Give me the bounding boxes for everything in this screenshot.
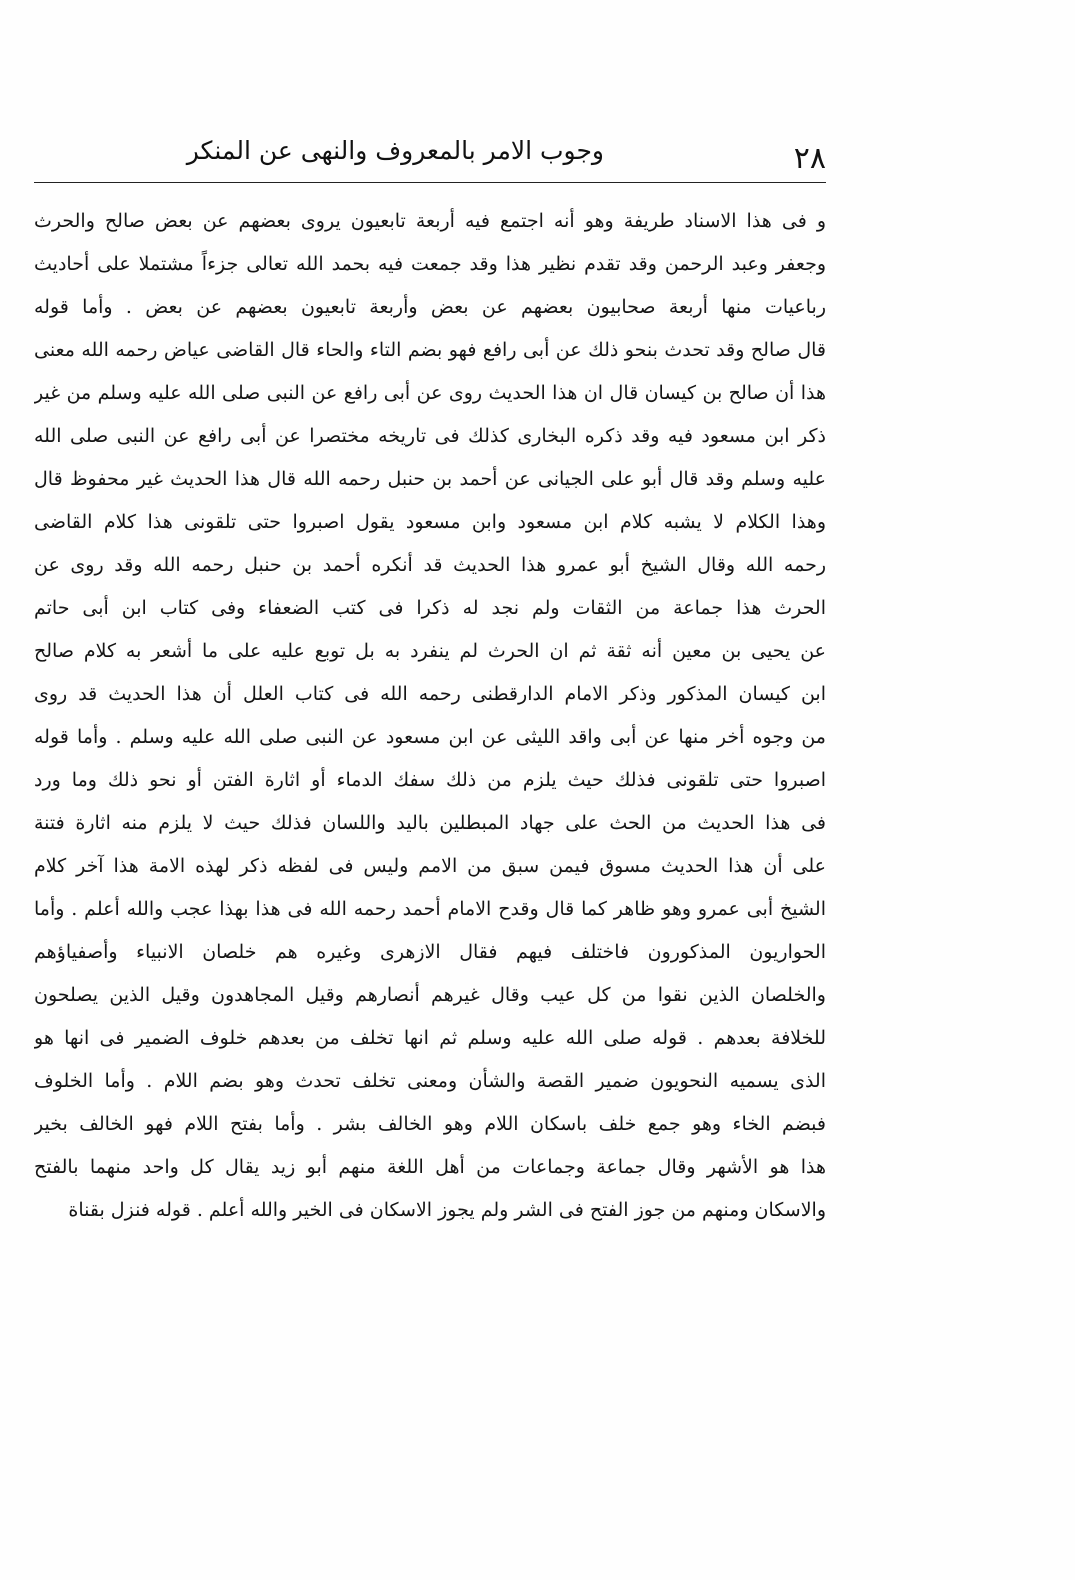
text-line: الذى يسميه النحويون ضمير القصة والشأن ومعنى تخلف تحدث وهو بضم اللام . وأما الخلوف xyxy=(34,1070,826,1092)
text-line: الحواريون المذكورون فاختلف فيهم فقال الازهرى وغيره هم خلصان الانبياء وأصفياؤهم xyxy=(34,941,826,963)
text-line: وهذا الكلام لا يشبه كلام ابن مسعود وابن مسعود يقول اصبروا حتى تلقونى هذا كلام القاضى xyxy=(34,511,826,533)
text-line: الشيخ أبى عمرو وهو ظاهر كما قال وقدح الامام أحمد رحمه الله فى هذا بهذا عجب والله أعلم . وأما xyxy=(34,898,826,920)
text-line: قال صالح وقد تحدث بنحو ذلك عن أبى رافع فهو بضم التاء والحاء قال القاضى عياض رحمه الله معنى xyxy=(34,339,826,361)
text-line: عليه وسلم وقد قال أبو على الجيانى عن أحمد بن حنبل رحمه الله قال هذا الحديث غير محفوظ قال xyxy=(34,468,826,490)
text-line: رباعيات منها أربعة صحابيون بعضهم عن بعض وأربعة تابعيون بعضهم عن بعض . وأما قوله xyxy=(34,296,826,318)
header-rule xyxy=(34,182,826,183)
text-line: هذا هو الأشهر وقال جماعة وجماعات من أهل اللغة منهم أبو زيد يقال كل واحد منهما بالفتح xyxy=(34,1156,826,1178)
text-line: والاسكان ومنهم من جوز الفتح فى الشر ولم يجوز الاسكان فى الخير والله أعلم . قوله فنزل بقناة xyxy=(68,1199,826,1221)
text-line: رحمه الله وقال الشيخ أبو عمرو هذا الحديث قد أنكره أحمد بن حنبل رحمه الله وقد روى عن xyxy=(34,554,826,576)
page-header xyxy=(34,128,826,178)
body-text xyxy=(34,200,826,1232)
running-title: وجوب الامر بالمعروف والنهى عن المنكر xyxy=(186,136,604,165)
text-line: فبضم الخاء وهو جمع خلف باسكان اللام وهو الخالف بشر . وأما بفتح اللام فهو الخالف بخير xyxy=(34,1113,826,1135)
text-line: ذكر ابن مسعود فيه وقد ذكره البخارى كذلك فى تاريخه مختصرا عن أبى رافع عن النبى صلى الله xyxy=(34,425,826,447)
text-line: وجعفر وعبد الرحمن وقد تقدم نظير هذا وقد جمعت فيه بحمد الله تعالى جزءاً مشتملا على أحاديث xyxy=(34,253,826,275)
page-number: ٢٨ xyxy=(793,141,826,176)
text-line: على أن هذا الحديث مسوق فيمن سبق من الامم وليس فى لفظه ذكر لهذه الامة هذا آخر كلام xyxy=(34,855,826,877)
text-line: و فى هذا الاسناد طريفة وهو أنه اجتمع فيه أربعة تابعيون يروى بعضهم عن بعض صالح والحرث xyxy=(34,210,826,232)
text-line: والخلصان الذين نقوا من كل عيب وقال غيرهم أنصارهم وقيل المجاهدون وقيل الذين يصلحون xyxy=(34,984,826,1006)
text-line: اصبروا حتى تلقونى فذلك حيث يلزم من ذلك سفك الدماء أو اثارة الفتن أو نحو ذلك وما ورد xyxy=(34,769,826,791)
text-line: ابن كيسان المذكور وذكر الامام الدارقطنى رحمه الله فى كتاب العلل أن هذا الحديث قد روى xyxy=(34,683,826,705)
text-line: من وجوه أخر منها عن أبى واقد الليثى عن ابن مسعود عن النبى صلى الله عليه وسلم . وأما قوله xyxy=(34,726,826,748)
text-line: فى هذا الحديث من الحث على جهاد المبطلين باليد واللسان فذلك حيث لا يلزم منه اثارة فتنة xyxy=(34,812,826,834)
text-line: الحرث هذا جماعة من الثقات ولم نجد له ذكرا فى كتب الضعفاء وفى كتاب ابن أبى حاتم xyxy=(34,597,826,619)
text-line: هذا أن صالح بن كيسان قال ان هذا الحديث روى عن أبى رافع عن النبى صلى الله عليه وسلم من غير xyxy=(34,382,826,404)
text-line: للخلافة بعدهم . قوله صلى الله عليه وسلم ثم انها تخلف من بعدهم خلوف الضمير فى انها هو xyxy=(34,1027,826,1049)
text-line: عن يحيى بن معين أنه ثقة ثم ان الحرث لم ينفرد به بل توبع عليه على ما أشعر به كلام صالح xyxy=(34,640,826,662)
